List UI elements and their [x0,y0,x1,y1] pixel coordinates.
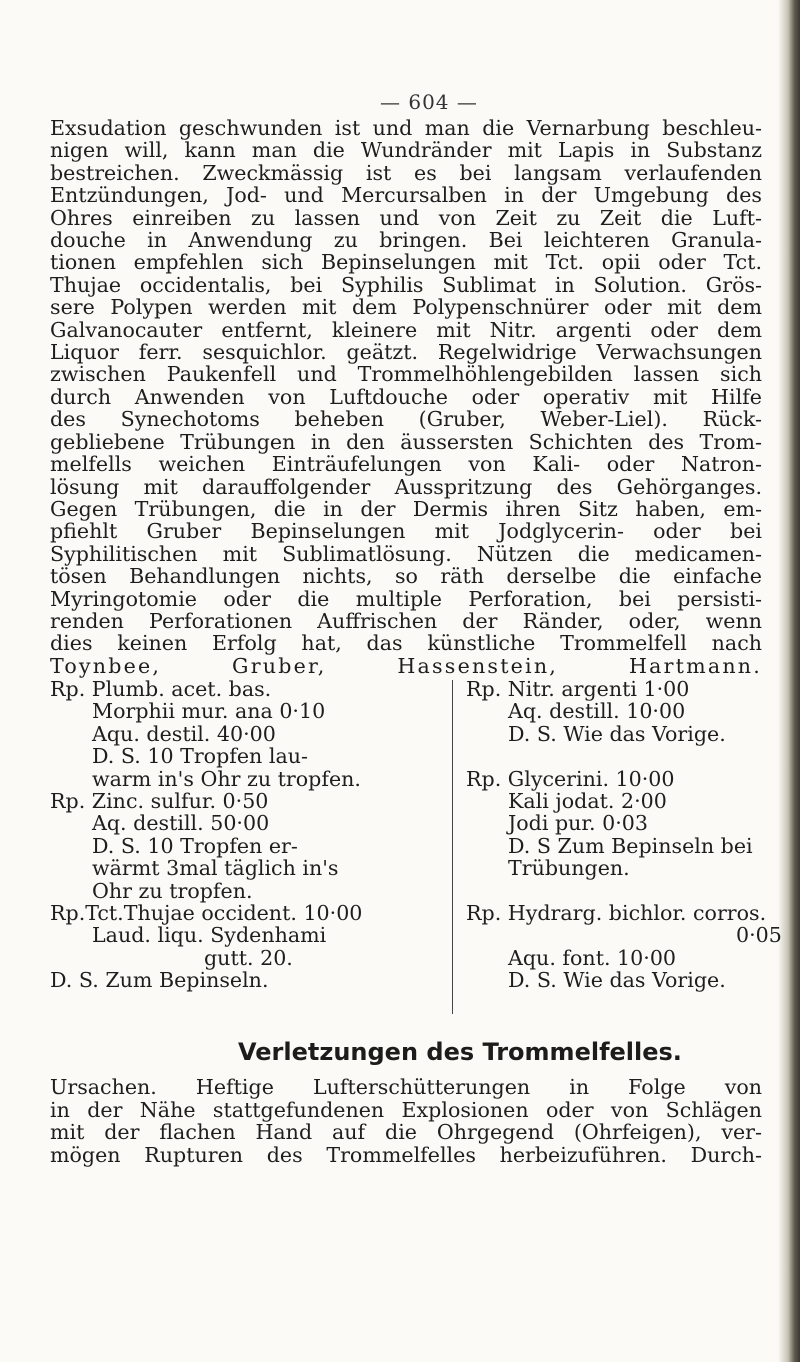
text-line: des Synechotoms beheben (Gruber, Weber-Liel). Rück- [50,407,762,432]
prescription-line: Kali jodat. 2·00 [508,789,667,814]
text-line: Liquor ferr. sesquichlor. geätzt. Regelwidrige Verwachsungen [50,340,762,365]
prescription-line: D. S. Zum Bepinseln. [50,968,269,993]
text-line: lösung mit darauffolgender Ausspritzung des Gehörganges. [50,474,762,499]
text-line: tionen empfehlen sich Bepinselungen mit Tct. opii oder Tct. [50,250,762,275]
text-line: pfiehlt Gruber Bepinselungen mit Jodglycerin- oder bei [50,519,762,544]
prescription-line: Rp. Plumb. acet. bas. [50,677,272,701]
text-line: Thujae occidentalis, bei Syphilis Sublimat in Solution. Grös- [50,272,762,297]
prescription-line: D. S. 10 Tropfen lau- [92,744,308,769]
prescription-line [466,745,772,767]
text-line: mit der flachen Hand auf die Ohrgegend (Ohrfeigen), ver- [50,1120,762,1145]
text-line: Entzündungen, Jod- und Mercursalben in der Umgebung des [50,183,762,208]
section-heading: Verletzungen des Trommelfelles. [238,1038,682,1066]
prescription-line: Aq. destill. 50·00 [92,811,270,836]
text-line: bestreichen. Zweckmässig ist es bei langsam verlaufenden [50,160,762,185]
text-line: Ohres einreiben zu lassen und von Zeit zu Zeit die Luft- [50,205,762,230]
text-line: nigen will, kann man die Wundränder mit Lapis in Substanz [50,138,762,163]
prescription-line: Rp. Hydrarg. bichlor. corros. [466,901,767,926]
text-line: Ursachen. Heftige Lufterschütterungen in Folge von [50,1075,762,1099]
prescription-line [466,880,772,902]
text-line: Exsudation geschwunden ist und man die Vernarbung beschleu- [50,116,762,140]
text-line: Gegen Trübungen, die in der Dermis ihren Sitz haben, em- [50,496,762,521]
text-line: gebliebene Trübungen in den äussersten Schichten des Trom- [50,429,762,454]
prescription-line: Rp. Glycerini. 10·00 [466,766,675,791]
prescription-line: Rp. Nitr. argenti 1·00 [466,677,690,701]
text-line: mögen Rupturen des Trommelfelles herbeizuführen. Durch- [50,1142,762,1167]
prescription-line: D. S Zum Bepinseln bei [508,833,753,858]
prescription-line: Aqu. destil. 40·00 [92,721,276,746]
prescription-column-left [50,678,410,992]
prescription-line: warm in's Ohr zu tropfen. [92,766,361,791]
prescription-line: Jodi pur. 0·03 [508,811,648,836]
page-edge-shadow [778,0,800,1362]
text-line: sere Polypen werden mit dem Polypenschnürer oder mit dem [50,295,762,320]
text-line: douche in Anwendung zu bringen. Bei leichteren Granula- [50,228,762,253]
prescription-line: wärmt 3mal täglich in's [92,856,339,881]
prescription-line: D. S. Wie das Vorige. [508,968,726,993]
prescription-line: Aq. destill. 10·00 [508,699,686,724]
prescription-line: D. S. Wie das Vorige. [508,721,726,746]
page-number: — 604 — [380,90,478,114]
text-line: dies keinen Erfolg hat, das künstliche Trommelfell nach [50,631,762,656]
prescription-line: Rp. Zinc. sulfur. 0·50 [50,789,269,814]
prescription-column-right [466,677,782,993]
text-line: tösen Behandlungen nichts, so räth derselbe die einfache [50,564,762,589]
text-line: Syphilitischen mit Sublimatlösung. Nützen die medicamen- [50,541,762,566]
text-line: melfells weichen Einträufelungen von Kali- oder Natron- [50,452,762,477]
main-text-block [50,117,762,677]
section-body-text [50,1076,762,1166]
text-line: zwischen Paukenfell und Trommelhöhlengebilden lassen sich [50,362,762,387]
column-divider [452,680,453,1014]
prescription-line: D. S. 10 Tropfen er- [92,833,298,858]
prescription-line: Morphii mur. ana 0·10 [92,699,326,724]
prescription-line: Trübungen. [508,856,630,881]
text-line: Myringotomie oder die multiple Perforation, bei persisti- [50,586,762,611]
prescription-line: Laud. liqu. Sydenhami [92,923,327,948]
prescription-line: Rp.Tct.Thujae occident. 10·00 [50,901,363,926]
text-line: durch Anwenden von Luftdouche oder operativ mit Hilfe [50,384,762,409]
prescription-line: 0·05 [736,923,782,948]
text-line: renden Perforationen Auffrischen der Ränder, oder, wenn [50,608,762,633]
text-line: Galvanocauter entfernt, kleinere mit Nitr. argenti oder dem [50,317,762,342]
text-line: Toynbee, Gruber, Hassenstein, Hartmann. [50,653,762,678]
prescription-line: Ohr zu tropfen. [92,878,253,903]
prescription-line: gutt. 20. [204,945,293,970]
prescription-line: Aqu. font. 10·00 [508,945,677,970]
text-line: in der Nähe stattgefundenen Explosionen oder von Schlägen [50,1097,762,1122]
